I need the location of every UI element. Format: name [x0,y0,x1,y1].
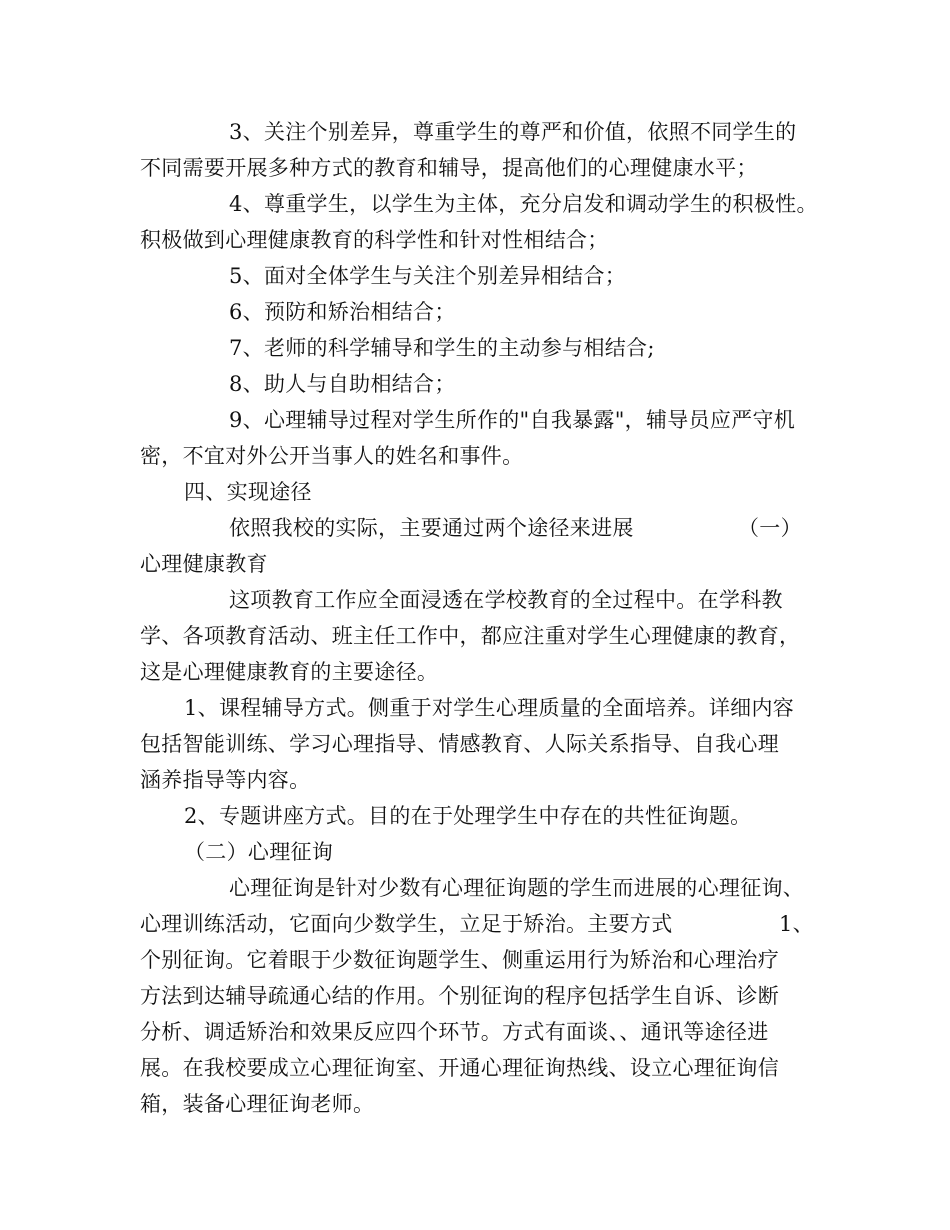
text-line: 包括智能训练、学习心理指导、情感教育、人际关系指导、自我心理 [140,732,779,756]
text-line: 心理训练活动，它面向少数学生，立足于矫治。主要方式 [140,912,673,936]
subsection-marker: （一） [738,516,802,540]
text-line: 分析、调适矫治和效果反应四个环节。方式有面谈、、通讯等途径进 [140,1020,769,1044]
subsection-heading: 心理健康教育 [140,552,268,576]
subsection-heading: （二）心理征询 [184,840,334,864]
text-line: 积极做到心理健康教育的科学性和针对性相结合； [140,228,609,252]
text-line: 方法到达辅导疏通心结的作用。个别征询的程序包括学生自诉、诊断 [140,984,779,1008]
text-line: 4、尊重学生，以学生为主体，充分启发和调动学生的积极性。 [229,192,818,216]
text-line: 3、关注个别差异，尊重学生的尊严和价值，依照不同学生的 [229,120,797,144]
text-line: 6、预防和矫治相结合； [229,300,456,324]
text-line: 密，不宜对外公开当事人的姓名和事件。 [140,444,524,468]
text-line: 1、课程辅导方式。侧重于对学生心理质量的全面培养。详细内容 [184,696,795,720]
text-line: 2、专题讲座方式。目的在于处理学生中存在的共性征询题。 [184,804,752,828]
text-line: 8、助人与自助相结合； [229,372,456,396]
text-line: 这是心理健康教育的主要途径。 [140,660,439,684]
list-marker: 1、 [779,912,814,936]
text-line: 展。在我校要成立心理征询室、开通心理征询热线、设立心理征询信 [140,1056,779,1080]
text-line: 个别征询。它着眼于少数征询题学生、侧重运用行为矫治和心理治疗 [140,948,779,972]
text-line: 涵养指导等内容。 [140,768,311,792]
text-line: 7、老师的科学辅导和学生的主动参与相结合; [229,336,655,360]
text-line: 依照我校的实际，主要通过两个途径来进展 [229,516,634,540]
text-line: 9、心理辅导过程对学生所作的"自我暴露"，辅导员应严守机 [229,408,796,432]
text-line: 学、各项教育活动、班主任工作中，都应注重对学生心理健康的教育， [140,624,801,648]
text-line: 不同需要开展多种方式的教育和辅导，提高他们的心理健康水平； [140,156,758,180]
text-line: 箱，装备心理征询老师。 [140,1092,375,1116]
text-line: 这项教育工作应全面浸透在学校教育的全过程中。在学科教 [229,588,783,612]
text-line: 5、面对全体学生与关注个别差异相结合； [229,264,627,288]
section-heading: 四、实现途径 [184,480,312,504]
text-line: 心理征询是针对少数有心理征询题的学生而进展的心理征询、 [229,876,805,900]
